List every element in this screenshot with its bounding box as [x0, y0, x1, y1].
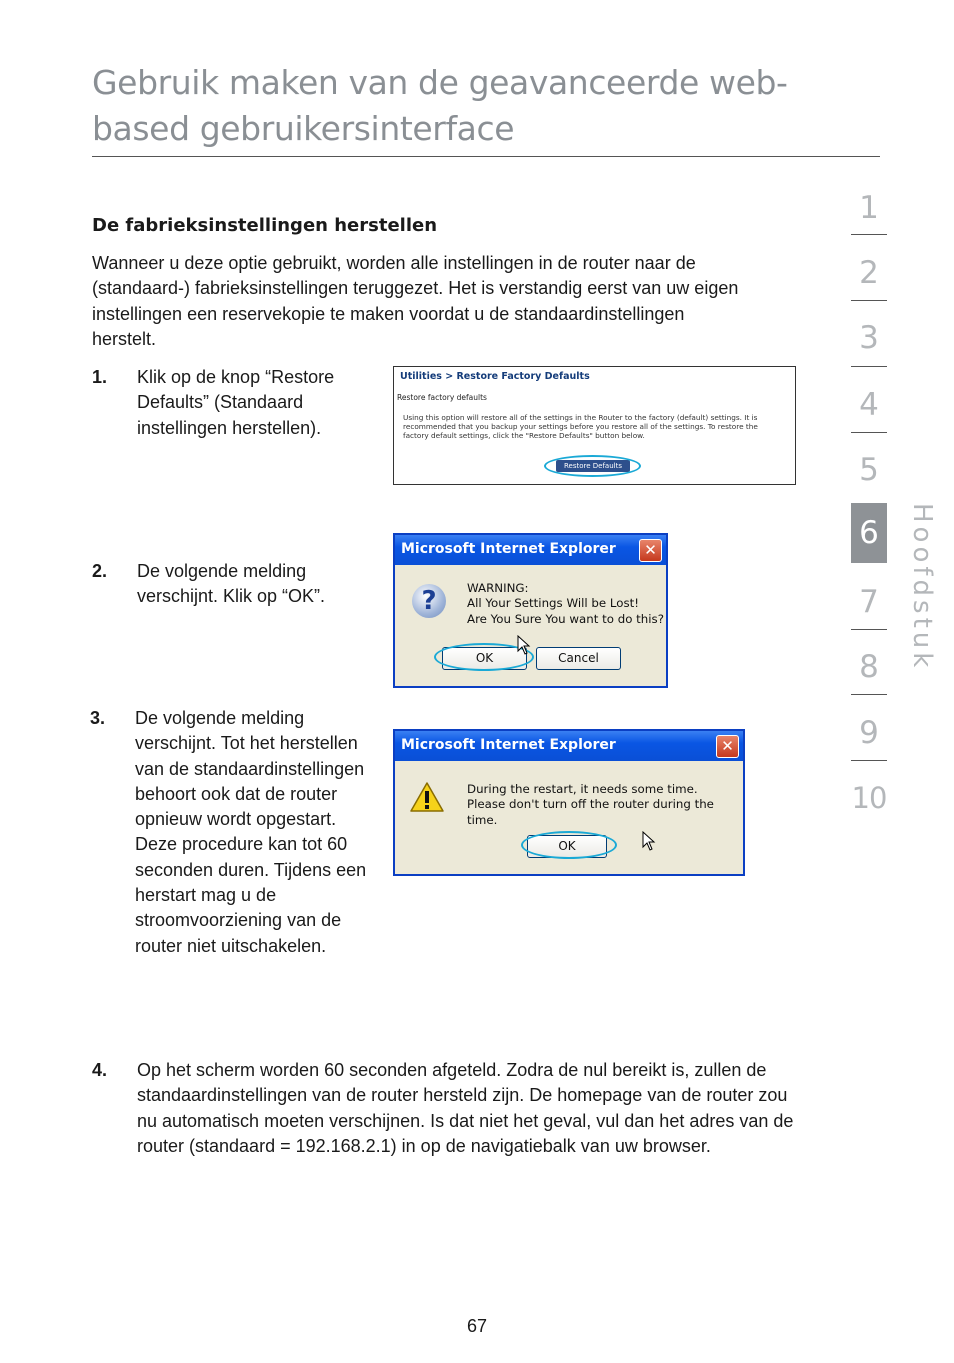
- chapter-2[interactable]: 2: [859, 255, 879, 291]
- dialog-title: Microsoft Internet Explorer: [401, 737, 616, 753]
- step-3-text: De volgende melding verschijnt. Tot het herstellen van de standaardinstellingen behoort ook dat de router opnieuw wordt opgestart. Deze procedure kan tot 60 seconden duren. Tijdens een herstart mag u de stroomvoorziening van de router niet uitschakelen.: [135, 708, 367, 956]
- screenshot-subtitle: Restore factory defaults: [397, 393, 487, 402]
- chapter-4[interactable]: 4: [859, 387, 879, 423]
- step-4-text: Op het scherm worden 60 seconden afgeteld. Zodra de nul bereikt is, zullen de standaardinstellingen van de router hersteld zijn. De homepage van de router zou nu automatisch moeten verschijnen. Is dat niet het geval, vul dan het adres van de router (standaard = 192.168.2.1) in op de navigatiebalk van uw browser.: [137, 1060, 794, 1156]
- close-icon[interactable]: ✕: [639, 539, 662, 562]
- chapter-10[interactable]: 10: [851, 781, 887, 815]
- dialog-titlebar: [395, 731, 743, 761]
- dialog-titlebar: [395, 535, 666, 565]
- warning-line-3: Are You Sure You want to do this?: [467, 611, 664, 626]
- chapter-divider: [851, 629, 887, 630]
- intro-paragraph: Wanneer u deze optie gebruikt, worden alle instellingen in de router naar de (standaard-) fabrieksinstellingen teruggezet. Het is verstandig eerst van uw eigen instellingen een reservekopie te maken voordat u de standaardinstellingen herstelt.: [92, 253, 739, 349]
- chapter-6-active[interactable]: [851, 503, 887, 563]
- warning-icon: [409, 781, 445, 813]
- chapter-9[interactable]: 9: [859, 715, 879, 751]
- screenshot-description: Using this option will restore all of the settings in the Router to the factory (default) settings. It is recommended that you backup your settings before you restore all of the settings. To restore the factory default settings, click the "Restore Defaults" button below.: [403, 413, 758, 440]
- dialog-message: [467, 581, 664, 627]
- close-icon[interactable]: ✕: [716, 735, 739, 758]
- question-icon: ?: [412, 584, 446, 618]
- dialog-title: Microsoft Internet Explorer: [401, 541, 616, 557]
- restart-line-2: Please don't turn off the router during the time.: [467, 797, 714, 827]
- chapter-1[interactable]: 1: [859, 190, 879, 226]
- highlight-ring: [521, 831, 617, 859]
- page-number: 67: [466, 1316, 488, 1336]
- restore-defaults-button[interactable]: Restore Defaults: [556, 460, 630, 472]
- dialog-message: [467, 782, 743, 828]
- restart-line-1: During the restart, it needs some time.: [467, 782, 698, 796]
- step-2-number: 2.: [92, 561, 108, 581]
- chapter-5[interactable]: 5: [859, 452, 879, 488]
- chapter-3[interactable]: 3: [859, 320, 879, 356]
- highlight-ring: [544, 455, 641, 477]
- step-2-text: De volgende melding verschijnt. Klik op “OK”.: [137, 561, 326, 607]
- ok-button[interactable]: OK: [527, 835, 607, 858]
- chapter-7[interactable]: 7: [859, 584, 879, 620]
- warning-line-2: All Your Settings Will be Lost!: [467, 596, 640, 611]
- chapter-divider: [851, 694, 887, 695]
- chapter-8[interactable]: 8: [859, 649, 879, 685]
- chapter-divider: [851, 432, 887, 433]
- cancel-button[interactable]: Cancel: [536, 647, 621, 670]
- chapter-divider: [851, 366, 887, 367]
- screenshot-breadcrumb: Utilities > Restore Factory Defaults: [400, 371, 590, 382]
- chapter-divider: [851, 760, 887, 761]
- chapter-divider: [851, 300, 887, 301]
- page-title: Gebruik maken van de geavanceerde web-based gebruikersinterface: [92, 63, 788, 148]
- section-heading: De fabrieksinstellingen herstellen: [92, 215, 438, 236]
- mouse-cursor-icon: [642, 831, 656, 851]
- ok-button[interactable]: OK: [442, 647, 527, 670]
- restart-dialog: [393, 729, 745, 876]
- warning-line-1: WARNING:: [467, 581, 529, 595]
- mouse-cursor-icon: [517, 635, 531, 655]
- step-1-number: 1.: [92, 367, 108, 387]
- step-4-number: 4.: [92, 1060, 108, 1080]
- title-divider: [92, 156, 880, 157]
- step-3-number: 3.: [90, 708, 106, 728]
- step-1-text: Klik op de knop “Restore Defaults” (Standaard instellingen herstellen).: [137, 367, 335, 438]
- chapter-6: 6: [859, 515, 879, 551]
- chapter-label: Hoofdstuk: [907, 503, 937, 672]
- restore-defaults-screenshot: [393, 366, 796, 485]
- warning-dialog: [393, 533, 668, 688]
- chapter-divider: [851, 234, 887, 235]
